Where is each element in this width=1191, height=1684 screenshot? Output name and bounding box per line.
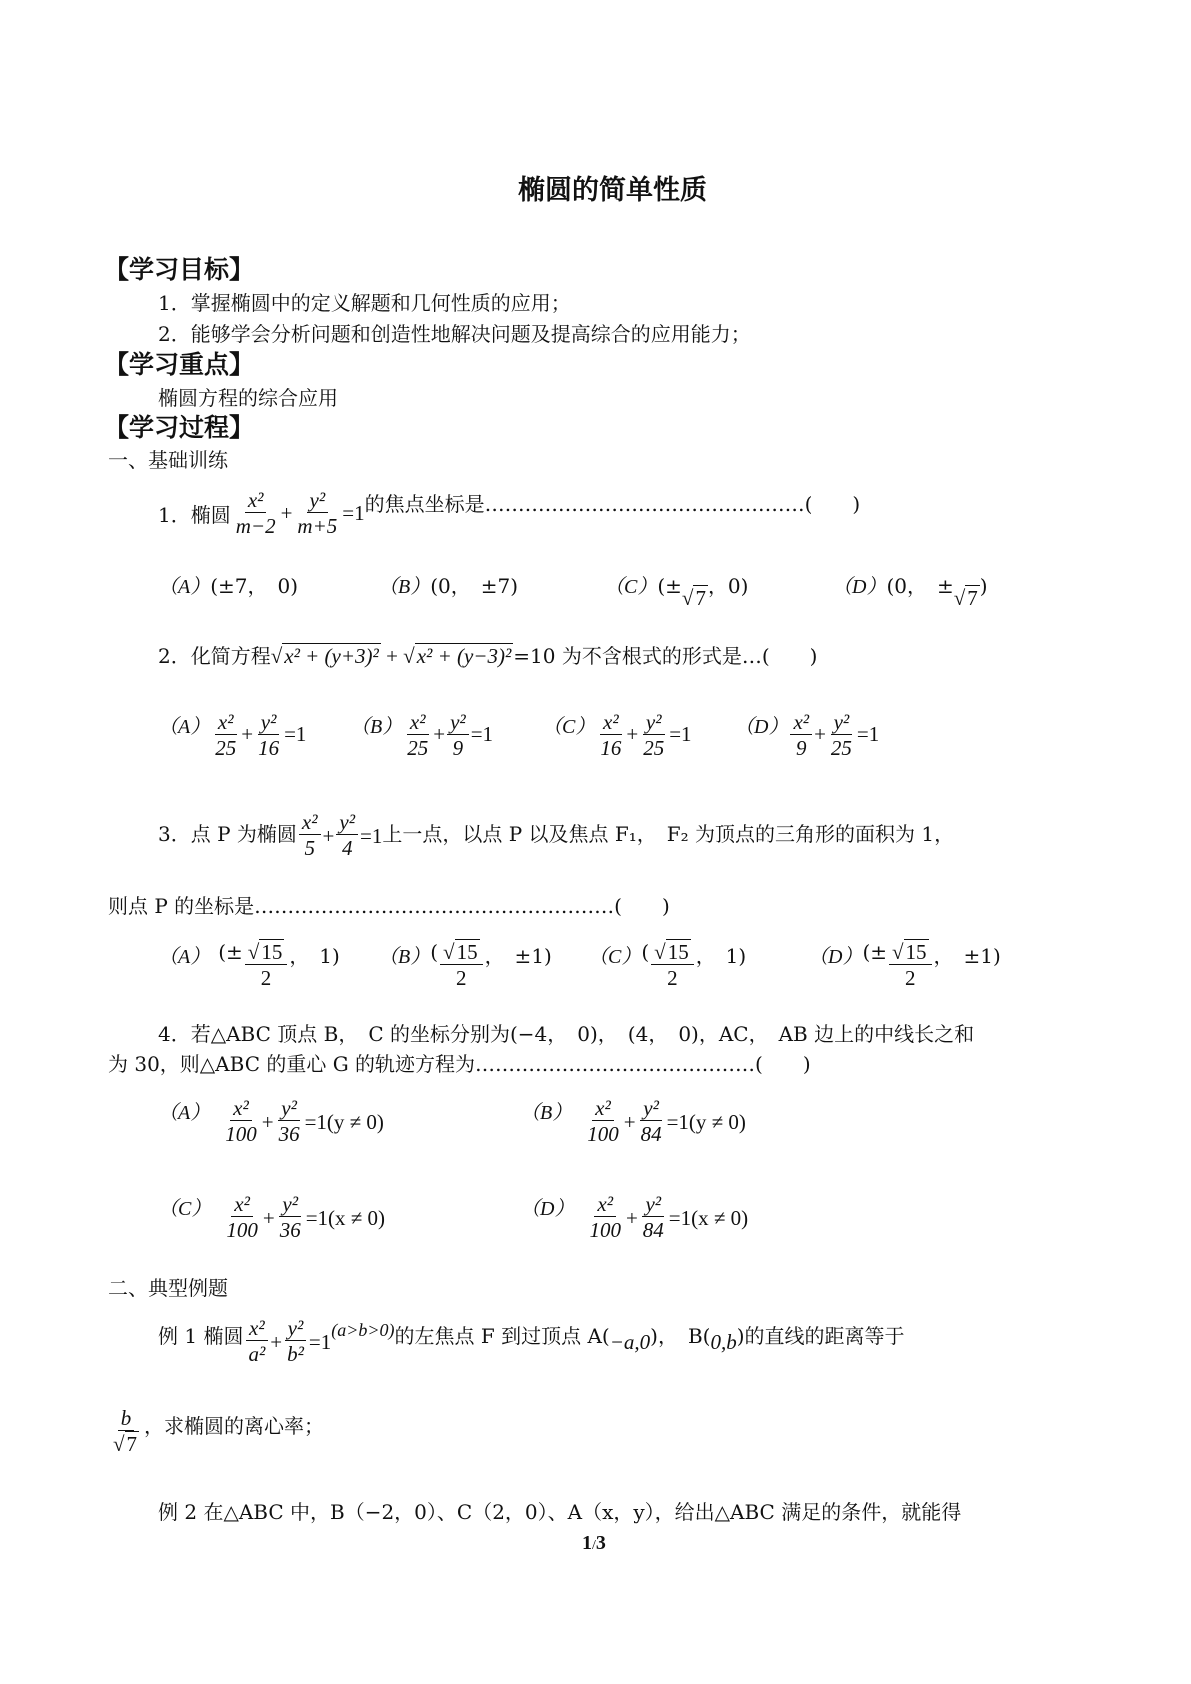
example-1-line-2: $\frac{b}{√7}$ ，求椭圆的离心率；	[113, 1406, 325, 1457]
example-2: 例 2 在△ABC 中，B（−2，0）、C（2，0）、A（x，y），给出△ABC 满足的条件，就能得	[158, 1500, 962, 1524]
q1-option-b: （B）(0， ±7)	[378, 574, 519, 598]
q3-option-a: （A） (± $\frac{√15}{2}$ ， 1)	[158, 940, 340, 991]
sqrt-icon: √x² + (y−3)²	[403, 644, 512, 668]
q4-option-a: （A） $\frac{\text{x²}}{100}$ + $\frac{\text{y²}}{36}$ =1(y ≠ 0)	[158, 1096, 384, 1147]
sqrt-icon: √7	[681, 586, 706, 610]
question-3: 3．点 P 为椭圆 $\frac{\text{x²}}{5}$ + $\frac{\text{y²}}{4}$ =1 上一点，以点 P 以及焦点 F₁， F₂ 为顶点的三角形的面积为 1，	[158, 810, 955, 861]
q2-option-d: （D） $\frac{\text{x²}}{9}$ + $\frac{\text{y²}}{25}$ =1	[734, 710, 880, 761]
part2-heading: 二、典型例题	[108, 1276, 228, 1300]
q1-suffix: 的焦点坐标是…………………………………………( )	[364, 492, 861, 516]
q4-option-b: （B） $\frac{\text{x²}}{100}$ + $\frac{\text{y²}}{84}$ =1(y ≠ 0)	[520, 1096, 746, 1147]
q4-option-c: （C） $\frac{\text{x²}}{100}$ + $\frac{\text{y²}}{36}$ =1(x ≠ 0)	[158, 1192, 386, 1243]
q1-option-c: （C）(±√7 ，0)	[604, 574, 749, 610]
q1-fraction-2: $\frac{\text{y²}}{m+5}$	[297, 488, 338, 539]
focus-text: 椭圆方程的综合应用	[158, 386, 338, 410]
process-heading: 【学习过程】	[104, 413, 255, 442]
sqrt-icon: √	[113, 1432, 125, 1457]
q3-option-b: （B） ( $\frac{√15}{2}$ ， ±1)	[378, 940, 552, 991]
example-1: 例 1 椭圆 $\frac{\text{x²}}{\text{a²}}$ + $\frac{\text{y²}}{\text{b²}}$ =1 (a>b>0) 的左焦点 F 到过顶点 A( −a,0 )， B( 0,b )的直线的距离等于	[158, 1316, 905, 1367]
q4-option-d: （D） $\frac{\text{x²}}{100}$ + $\frac{\text{y²}}{84}$ =1(x ≠ 0)	[520, 1192, 749, 1243]
document-title: 椭圆的简单性质	[518, 175, 707, 206]
q1-fraction-1: $\frac{\text{x²}}{m-2}$	[235, 488, 276, 539]
sqrt-icon: √	[247, 940, 260, 964]
q2-option-b: （B） $\frac{\text{x²}}{25}$ + $\frac{\text{y²}}{9}$ =1	[350, 710, 494, 761]
sqrt-icon: √x² + (y+3)²	[270, 644, 379, 668]
q3-options	[158, 940, 1048, 991]
question-4-line-1: 4．若△ABC 顶点 B， C 的坐标分别为(−4， 0)， (4， 0)，AC， AB 边上的中线长之和	[158, 1022, 975, 1046]
q1-option-a: （A）(±7， 0)	[158, 574, 299, 598]
sqrt-icon: √	[443, 940, 455, 964]
question-2: 2．化简方程√x² + (y+3)² + √x² + (y−3)² =10 为不含根式的形式是…( )	[158, 644, 818, 668]
q2-option-c: （C） $\frac{\text{x²}}{16}$ + $\frac{\text{y²}}{25}$ =1	[542, 710, 692, 761]
q1-option-d: （D）(0， ±√7 )	[832, 574, 988, 610]
q2-option-a: （A） $\frac{\text{x²}}{25}$ + $\frac{\text{y²}}{16}$ =1	[158, 710, 307, 761]
sqrt-icon: √	[892, 940, 904, 964]
q2-options	[158, 710, 926, 761]
q1-prefix: 1．椭圆	[158, 503, 231, 528]
sqrt-icon: √7	[953, 586, 978, 610]
question-1: 1．椭圆 $\frac{\text{x²}}{m-2}$ + $\frac{\text{y²}}{m+5}$ =1 的焦点坐标是…………………………………………( )	[158, 488, 861, 539]
part1-heading: 一、基础训练	[108, 448, 228, 472]
sqrt-icon: √	[654, 940, 666, 964]
q3-line-2: 则点 P 的坐标是………………………………………………( )	[108, 894, 670, 918]
objectives-heading: 【学习目标】	[104, 255, 255, 284]
question-4-line-2: 为 30，则△ABC 的重心 G 的轨迹方程为……………………………………( )	[108, 1052, 811, 1076]
q3-option-d: （D） (± $\frac{√15}{2}$ ， ±1)	[808, 940, 1001, 991]
objective-item-2: 2．能够学会分析问题和创造性地解决问题及提高综合的应用能力；	[158, 322, 751, 346]
focus-heading: 【学习重点】	[104, 350, 255, 379]
page-number: 1/3	[582, 1532, 606, 1554]
objective-item-1: 1．掌握椭圆中的定义解题和几何性质的应用；	[158, 291, 571, 315]
q3-option-c: （C） ( $\frac{√15}{2}$ ， 1)	[588, 940, 747, 991]
